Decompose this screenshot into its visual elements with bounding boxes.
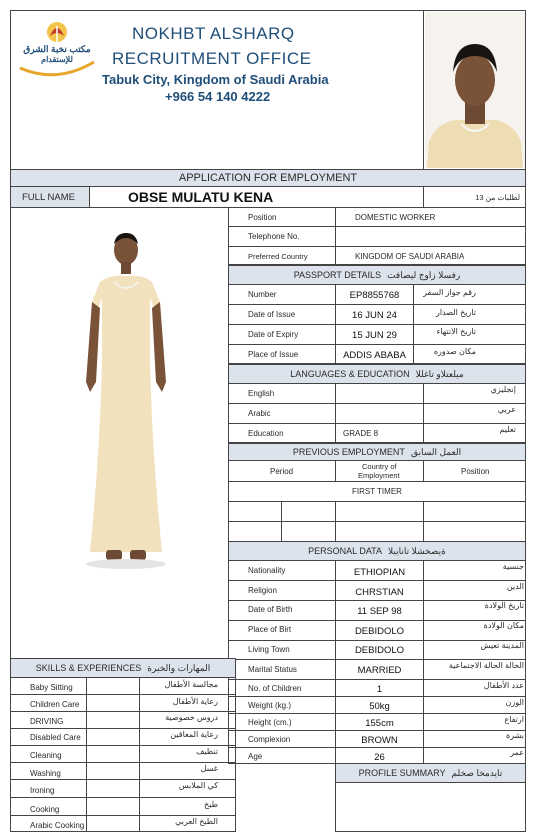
nationality-label: Nationality xyxy=(248,566,286,575)
living-town-value: DEBIDOLO xyxy=(354,645,405,656)
application-title: APPLICATION FOR EMPLOYMENT xyxy=(10,169,526,187)
education-arabic: تعليم xyxy=(499,425,516,434)
height-value: 155cm xyxy=(365,718,394,729)
first-timer-value: FIRST TIMER xyxy=(352,487,402,496)
passport-place-label: Place of Issue xyxy=(248,350,299,359)
religion-value: CHRSTIAN xyxy=(355,587,404,598)
living-town-arabic: المدينة تعيش xyxy=(480,641,524,650)
skill-children-care: Children Care xyxy=(30,700,80,709)
nationality-value: ETHIOPIAN xyxy=(353,567,406,578)
skill-cooking-arabic: طبخ xyxy=(204,800,218,809)
skill-cleaning-arabic: تنظيف xyxy=(196,747,218,756)
previous-employment-section-header: PREVIOUS EMPLOYMENT العمل السابق xyxy=(228,443,526,461)
skill-baby-sitting: Baby Sitting xyxy=(30,683,73,692)
passport-number-arabic: رقم جواز السفر xyxy=(423,288,476,297)
office-logo xyxy=(14,18,100,78)
passport-place-value: ADDIS ABABA xyxy=(343,350,406,361)
age-arabic: عمر xyxy=(510,748,524,757)
office-phone: +966 54 140 4222 xyxy=(165,89,271,104)
education-value: GRADE 8 xyxy=(343,429,379,438)
headshot-photo xyxy=(425,12,525,168)
children-count-value: 1 xyxy=(376,684,383,695)
passport-issue-value: 16 JUN 24 xyxy=(352,310,397,321)
age-value: 26 xyxy=(374,752,385,763)
arabic-arabic: عربي xyxy=(497,405,516,414)
passport-expiry-label: Date of Expiry xyxy=(248,330,299,339)
marital-status-value: MARRIED xyxy=(357,665,402,676)
passport-number-value: EP8855768 xyxy=(349,290,400,301)
skill-cleaning: Cleaning xyxy=(30,751,62,760)
full-name-label: FULL NAME xyxy=(22,192,75,203)
age-label: Age xyxy=(248,752,263,761)
complexion-label: Complexion xyxy=(248,735,291,744)
employment-position-label: Position xyxy=(461,467,490,476)
position-value: DOMESTIC WORKER xyxy=(355,213,436,222)
religion-label: Religion xyxy=(248,586,277,595)
children-count-arabic: عدد الأطفال xyxy=(483,681,524,690)
languages-section-header: LANGUAGES & EDUCATION ميلعتلاو تاغللا xyxy=(228,364,526,384)
telephone-label: Telephone No. xyxy=(248,232,300,241)
complexion-arabic: بشرة xyxy=(506,731,524,740)
place-of-birth-value: DEBIDOLO xyxy=(354,626,405,637)
full-name-arabic: لطلبات من 13 xyxy=(475,193,520,202)
passport-place-arabic: مكان صدوره xyxy=(433,347,476,356)
passport-expiry-value: 15 JUN 29 xyxy=(352,330,397,341)
skill-disabled-care: Disabled Care xyxy=(30,733,81,742)
profile-summary-header: PROFILE SUMMARY تايدمخا صخلم xyxy=(335,763,526,783)
skill-driving: DRIVING xyxy=(30,717,64,726)
profile-summary-box xyxy=(335,782,526,832)
weight-label: Weight (kg.) xyxy=(248,701,291,710)
date-of-birth-label: Date of Birth xyxy=(248,605,293,614)
preferred-country-value: KINGDOM OF SAUDI ARABIA xyxy=(355,252,465,261)
place-of-birth-label: Place of Birt xyxy=(248,625,292,634)
skill-washing-arabic: غسل xyxy=(200,764,218,773)
height-label: Height (cm.) xyxy=(248,718,292,727)
date-of-birth-arabic: تاريخ الولادة xyxy=(484,601,524,610)
complexion-value: BROWN xyxy=(361,735,398,746)
passport-issue-arabic: تاريخ الصدار xyxy=(435,308,476,317)
skill-children-care-arabic: رعاية الأطفال xyxy=(172,697,218,706)
skills-section-header: SKILLS & EXPERIENCES المهارات والخبرة xyxy=(10,658,236,678)
english-label: English xyxy=(248,389,275,398)
logo-arabic-line-1: مكتب نخبة الشرق xyxy=(23,44,91,54)
period-label: Period xyxy=(270,467,294,476)
passport-issue-label: Date of Issue xyxy=(248,310,296,319)
skill-ironing-arabic: كي الملابس xyxy=(178,781,218,790)
skill-washing: Washing xyxy=(30,769,61,778)
logo-arabic-line-2: للإستقدام xyxy=(41,55,73,64)
skill-disabled-care-arabic: رعاية المعاقين xyxy=(170,730,218,739)
nationality-arabic: جنسية xyxy=(502,562,524,571)
weight-arabic: الوزن xyxy=(505,698,524,707)
arabic-label: Arabic xyxy=(248,409,271,418)
skill-ironing: Ironing xyxy=(30,786,55,795)
weight-value: 50kg xyxy=(369,701,390,712)
preferred-country-label: Preferred Country xyxy=(248,252,308,261)
education-label: Education xyxy=(248,429,284,438)
religion-arabic: الدين xyxy=(506,582,524,591)
country-of-employment-label-1: Country of xyxy=(362,462,397,471)
office-type: RECRUITMENT OFFICE xyxy=(112,49,312,68)
country-of-employment-label-2: Employment xyxy=(358,471,400,480)
children-count-label: No. of Children xyxy=(248,684,302,693)
personal-data-section-header: PERSONAL DATA ةيصخشلا تانايبلا xyxy=(228,541,526,561)
position-label: Position xyxy=(248,213,277,222)
english-arabic: إنجليزي xyxy=(490,385,516,394)
full-body-photo xyxy=(80,232,172,570)
office-name: NOKHBT ALSHARQ xyxy=(132,24,295,43)
marital-status-label: Marital Status xyxy=(248,665,297,674)
office-city: Tabuk City, Kingdom of Saudi Arabia xyxy=(102,72,329,87)
skill-baby-sitting-arabic: مجالسة الأطفال xyxy=(164,680,218,689)
marital-status-arabic: الحالة الحالة الاجتماعية xyxy=(448,661,524,670)
place-of-birth-arabic: مكان الولادة xyxy=(483,621,524,630)
skill-driving-arabic: دروس خصوصية xyxy=(165,713,218,722)
skill-arabic-cooking: Arabic Cooking xyxy=(30,821,85,830)
passport-number-label: Number xyxy=(248,290,277,299)
passport-expiry-arabic: تاريخ الانتهاء xyxy=(436,327,476,336)
date-of-birth-value: 11 SEP 98 xyxy=(357,606,402,617)
skill-cooking: Cooking xyxy=(30,805,60,814)
full-name-value: OBSE MULATU KENA xyxy=(128,189,274,205)
passport-section-header: PASSPORT DETAILS رفسلا زاوج ليصافت xyxy=(228,265,526,285)
skill-arabic-cooking-arabic: الطبخ العربي xyxy=(175,817,218,826)
living-town-label: Living Town xyxy=(248,645,290,654)
height-arabic: ارتفاع xyxy=(504,715,524,724)
